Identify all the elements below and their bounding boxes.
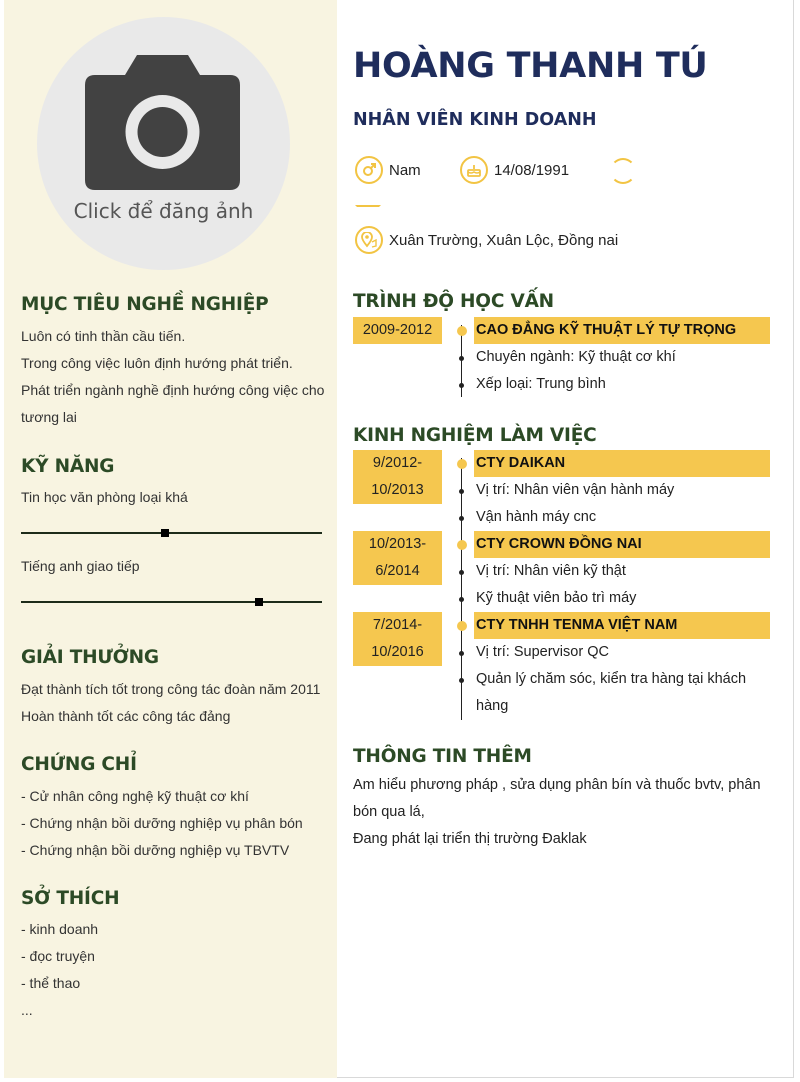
- extra-info-heading: THÔNG TIN THÊM: [353, 746, 532, 767]
- education-date: 2009-2012: [353, 317, 442, 344]
- objective-line: Phát triển ngành nghề định hướng công việc cho: [21, 382, 325, 398]
- certificate-line: - Chứng nhận bồi dưỡng nghiệp vụ TBVTV: [21, 842, 290, 858]
- school-name: CAO ĐẲNG KỸ THUẬT LÝ TỰ TRỌNG: [474, 317, 770, 344]
- award-line: Hoàn thành tốt các công tác đảng: [21, 708, 231, 724]
- skills-heading: KỸ NĂNG: [21, 456, 115, 477]
- gender-icon: [355, 156, 383, 184]
- company-name: CTY CROWN ĐỒNG NAI: [474, 531, 770, 558]
- timeline-bullet: [459, 516, 464, 521]
- birthday-value: 14/08/1991: [494, 161, 570, 179]
- date-end: 10/2013: [371, 482, 424, 498]
- company-name: CTY DAIKAN: [474, 450, 770, 477]
- gender-info: [355, 156, 421, 184]
- hobby-line: ...: [21, 1002, 33, 1018]
- experience-heading: KINH NGHIỆM LÀM VIỆC: [353, 425, 597, 446]
- skill-slider: [21, 601, 322, 603]
- skill-slider: [21, 532, 322, 534]
- skill-knob: [161, 529, 169, 537]
- objective-heading: MỤC TIÊU NGHỀ NGHIỆP: [21, 294, 269, 315]
- skill-label: Tin học văn phòng loại khá: [21, 489, 188, 505]
- experience-date: [353, 612, 442, 666]
- timeline-bullet: [459, 678, 464, 683]
- award-line: Đạt thành tích tốt trong công tác đoàn năm 2011: [21, 681, 321, 697]
- extra-info-line: Am hiểu phương pháp , sửa dụng phân bín và thuốc bvtv, phân: [353, 777, 761, 793]
- birthday-info: [460, 156, 569, 184]
- date-end: 10/2016: [371, 644, 424, 660]
- gender-value: Nam: [389, 161, 421, 179]
- certificate-line: - Chứng nhận bồi dưỡng nghiệp vụ phân bón: [21, 815, 303, 831]
- timeline-bullet: [459, 597, 464, 602]
- timeline-dot: [457, 459, 467, 469]
- objective-line: Trong công việc luôn định hướng phát triển.: [21, 355, 293, 371]
- experience-date: [353, 450, 442, 504]
- hobby-line: - kinh doanh: [21, 921, 99, 937]
- timeline-dot: [457, 540, 467, 550]
- date-start: 9/2012-: [372, 455, 423, 471]
- education-heading: TRÌNH ĐỘ HỌC VẤN: [353, 291, 554, 312]
- awards-heading: GIẢI THƯỞNG: [21, 647, 159, 668]
- hobbies-heading: SỞ THÍCH: [21, 888, 120, 909]
- skill-knob: [255, 598, 263, 606]
- timeline-bullet: [459, 651, 464, 656]
- extra-info-line: Đang phát lại triển thị trường Đaklak: [353, 831, 587, 847]
- address-value: Xuân Trường, Xuân Lộc, Đồng nai: [389, 231, 619, 249]
- timeline-dot: [457, 621, 467, 631]
- date-end: 6/2014: [375, 563, 420, 579]
- timeline-bullet: [459, 570, 464, 575]
- job-title: NHÂN VIÊN KINH DOANH: [353, 110, 597, 130]
- education-detail: Chuyên ngành: Kỹ thuật cơ khí: [476, 349, 676, 365]
- experience-detail: Kỹ thuật viên bảo trì máy: [476, 590, 637, 606]
- experience-detail: hàng: [476, 698, 509, 714]
- experience-detail: Vận hành máy cnc: [476, 509, 597, 525]
- timeline-bullet: [459, 489, 464, 494]
- objective-line: Luôn có tinh thần cầu tiến.: [21, 328, 186, 344]
- cake-icon: [460, 156, 488, 184]
- date-start: 7/2014-: [372, 617, 423, 633]
- candidate-name: HOÀNG THANH TÚ: [353, 46, 708, 86]
- timeline-bullet: [459, 383, 464, 388]
- skill-label: Tiếng anh giao tiếp: [21, 558, 140, 574]
- experience-detail: Quản lý chăm sóc, kiển tra hàng tại khách: [476, 671, 747, 687]
- certificate-line: - Cử nhân công nghệ kỹ thuật cơ khí: [21, 788, 249, 804]
- timeline-bullet: [459, 356, 464, 361]
- location-icon: [355, 226, 383, 254]
- extra-info-line: bón qua lá,: [353, 804, 425, 820]
- experience-date: [353, 531, 442, 585]
- photo-upload-label: Click để đăng ảnh: [73, 199, 254, 223]
- address-info: [355, 226, 618, 254]
- education-detail: Xếp loại: Trung bình: [476, 376, 606, 392]
- timeline-dot: [457, 326, 467, 336]
- experience-detail: Vị trí: Nhân viên kỹ thật: [476, 563, 626, 579]
- experience-detail: Vị trí: Supervisor QC: [476, 644, 609, 660]
- certificates-heading: CHỨNG CHỈ: [21, 754, 137, 775]
- photo-upload[interactable]: [37, 17, 290, 270]
- hobby-line: - đọc truyện: [21, 948, 95, 964]
- objective-line: tương lai: [21, 409, 77, 425]
- company-name: CTY TNHH TENMA VIỆT NAM: [474, 612, 770, 639]
- experience-detail: Vị trí: Nhân viên vận hành máy: [476, 482, 675, 498]
- empty-info-icon: [355, 205, 381, 219]
- camera-icon: [85, 55, 240, 190]
- empty-info-icon: [610, 158, 636, 184]
- date-start: 10/2013-: [368, 536, 427, 552]
- hobby-line: - thể thao: [21, 975, 81, 991]
